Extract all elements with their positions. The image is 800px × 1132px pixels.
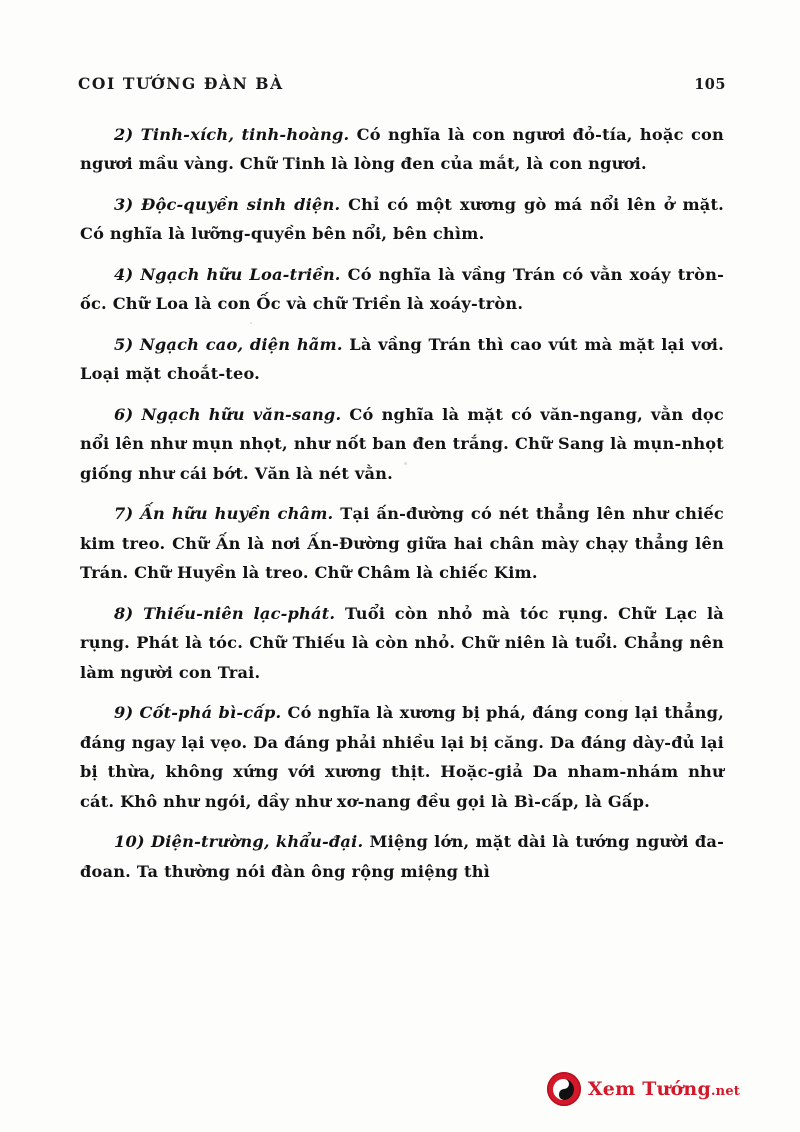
item-text: Có nghĩa là xương bị phá, đáng cong lại thẳng, đáng ngay lại vẹo. Da đáng phải nhiều lại bị căng. Da đáng dày-đủ lại bị thừa, không xứng với xương thịt. Hoặc-giả Da nham-nhám như cát. Khô như ngói, dầy như xơ-nang đều gọi là Bì-cấp, là Gấp. xyxy=(80,703,725,811)
item-term: Diện-trường, khẩu-đại. xyxy=(151,832,364,852)
item-term: Ấn hữu huyền châm. xyxy=(140,504,334,524)
paragraph-item xyxy=(80,499,724,587)
item-number: 4) xyxy=(114,264,134,284)
item-number: 5) xyxy=(114,334,134,354)
body-text-column xyxy=(80,120,724,938)
paragraph-item xyxy=(80,698,724,816)
item-term: Ngạch cao, diện hãm. xyxy=(139,334,343,354)
paragraph-item xyxy=(80,897,724,926)
item-term: Độc-quyền sinh diện. xyxy=(141,194,341,214)
item-number: 2) xyxy=(114,125,134,144)
item-number: 7) xyxy=(114,504,134,524)
paragraph-item xyxy=(80,120,724,179)
paragraph-item xyxy=(80,827,724,886)
item-number: 6) xyxy=(114,404,134,424)
watermark xyxy=(547,1072,740,1106)
item-text: Chỉ có một xương gò má nổi lên ở mặt. Có nghĩa là lưỡng-quyền bên nổi, bên chìm. xyxy=(80,194,724,244)
watermark-label xyxy=(588,1078,740,1100)
item-term: Cốt-phá bì-cấp. xyxy=(139,703,282,723)
item-number: 10) xyxy=(114,832,145,852)
page-speck xyxy=(404,462,407,465)
item-term: Ngạch hữu văn-sang. xyxy=(141,404,342,424)
page-speck xyxy=(620,700,622,702)
item-term: Tinh-xích, tinh-hoàng. xyxy=(140,125,350,144)
running-head-title: COI TƯỚNG ĐÀN BÀ xyxy=(78,74,284,93)
item-text: Có nghĩa là con ngươi đỏ-tía, hoặc con ngươi mầu vàng. Chữ Tinh là lòng đen của mắt, là con ngươi. xyxy=(80,125,724,174)
paragraph-item xyxy=(80,260,724,319)
item-text: Tại ấn-đường có nét thẳng lên như chiếc kim treo. Chữ Ấn là nơi Ấn-Đường giữa hai chân mày chạy thẳng lên Trán. Chữ Huyền là treo. Chữ Châm là chiếc Kim. xyxy=(80,504,724,583)
yin-yang-icon xyxy=(547,1072,581,1106)
paragraph-item xyxy=(80,330,724,389)
page-header xyxy=(78,74,726,100)
watermark-text: Xem Tướng xyxy=(587,1078,711,1100)
item-number: 8) xyxy=(114,603,134,623)
watermark-suffix: .net xyxy=(710,1084,740,1099)
paragraph-item xyxy=(80,400,724,488)
item-term: Thiếu-niên lạc-phát. xyxy=(143,603,336,623)
paragraph-item xyxy=(80,599,724,687)
paragraph-item xyxy=(80,190,724,249)
item-number: 3) xyxy=(114,194,134,214)
item-text: Miệng lớn, mặt dài là tướng người đa-đoan. Ta thường nói đàn ông rộng miệng thì xyxy=(80,832,725,881)
page-number: 105 xyxy=(694,76,726,93)
item-text: Tuổi còn nhỏ mà tóc rụng. Chữ Lạc là rụng. Phát là tóc. Chữ Thiếu là còn nhỏ. Chữ niên là tuổi. Chẳng nên làm người con Trai. xyxy=(80,603,724,682)
item-text: Có nghĩa là mặt có văn-ngang, vằn dọc nổi lên như mụn nhọt, như nốt ban đen trắng. Chữ Sang là mụn-nhọt giống như cái bớt. Văn là nét vằn. xyxy=(80,404,724,483)
page-speck xyxy=(250,322,252,324)
item-text: Có nghĩa là vầng Trán có vằn xoáy tròn-ốc. Chữ Loa là con Ốc và chữ Triền là xoáy-tròn. xyxy=(80,264,724,314)
item-text: Là vầng Trán thì cao vút mà mặt lại vơi. Loại mặt choắt-teo. xyxy=(80,334,724,384)
item-number: 9) xyxy=(114,703,134,723)
item-term: Ngạch hữu Loa-triền. xyxy=(140,264,341,284)
